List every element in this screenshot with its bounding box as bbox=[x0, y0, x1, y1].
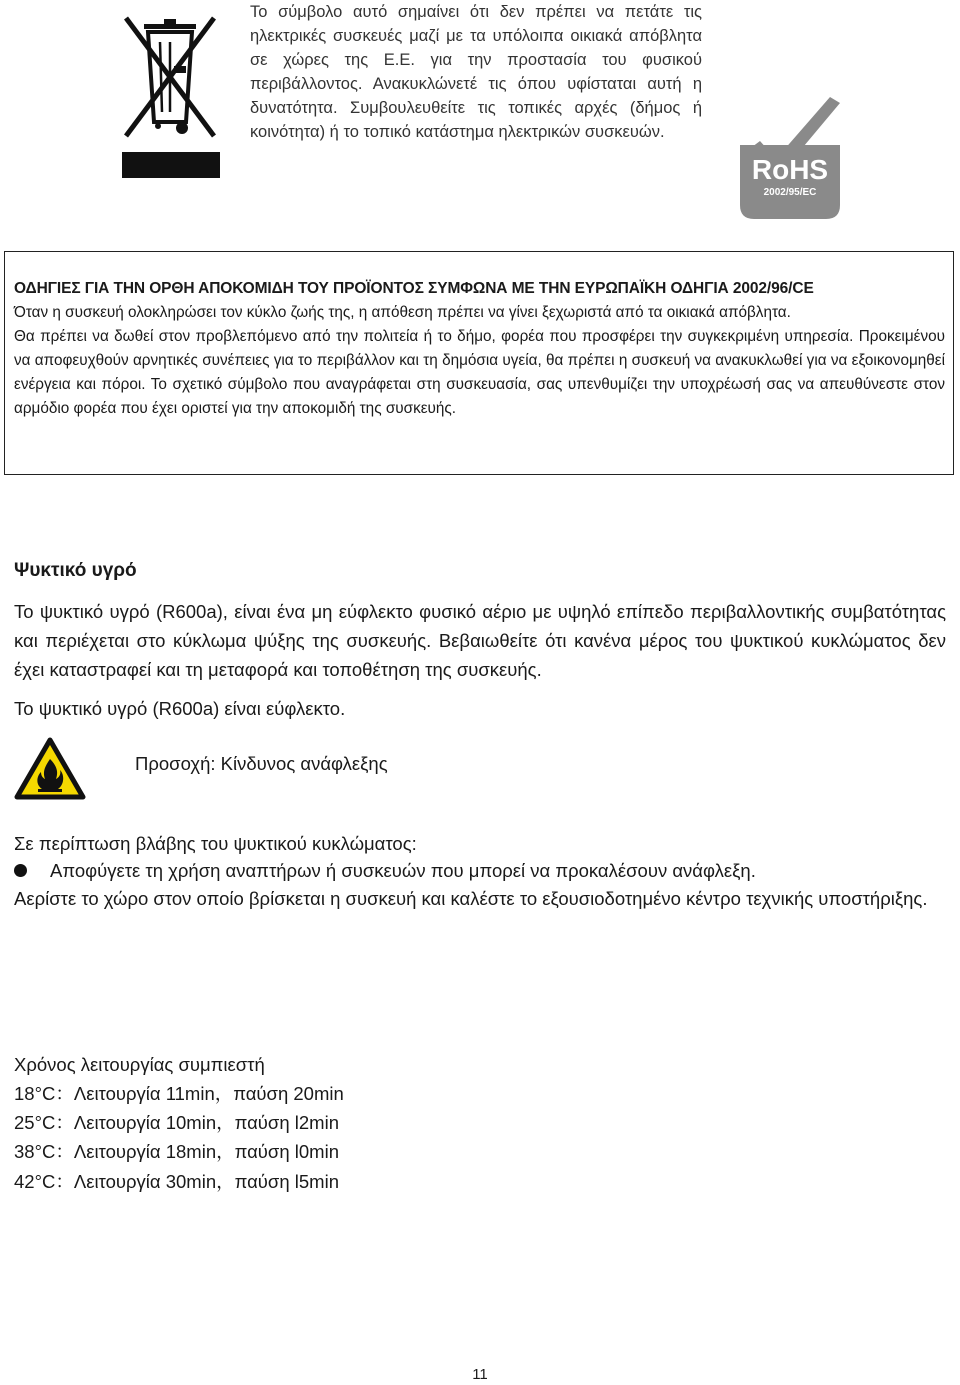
compressor-row: 42°C：Λειτουργία 30min，παύση l5min bbox=[14, 1171, 339, 1192]
disposal-box-title: ΟΔΗΓΙΕΣ ΓΙΑ ΤΗΝ ΟΡΘΗ ΑΠΟΚΟΜΙΔΗ ΤΟΥ ΠΡΟΪΟΝΤΟΣ ΣΥΜΦΩΝΑ ΜΕ ΤΗΝ ΕΥΡΩΠΑΪΚΗ ΟΔΗΓΙΑ 2002/96/CE bbox=[14, 280, 814, 297]
bullet-icon bbox=[14, 864, 27, 877]
compressor-row: 18°C：Λειτουργία 11min，παύση 20min bbox=[14, 1083, 344, 1104]
disposal-box-paragraph-1: Όταν η συσκευή ολοκληρώσει τον κύκλο ζωής της, η απόθεση πρέπει να γίνει ξεχωριστά από τα οικιακά απόβλητα. bbox=[14, 304, 791, 321]
weee-notice bbox=[250, 0, 702, 144]
refrigerant-section-title: Ψυκτικό υγρό bbox=[14, 560, 137, 581]
rohs-logo-icon bbox=[736, 95, 844, 223]
page-number: 11 bbox=[472, 1366, 488, 1383]
compressor-heading: Χρόνος λειτουργίας συμπιεστή bbox=[14, 1054, 265, 1075]
bullet-item: Αποφύγετε τη χρήση αναπτήρων ή συσκευών που μπορεί να προκαλέσουν ανάφλεξη. bbox=[50, 860, 756, 881]
refrigerant-paragraph-2: Το ψυκτικό υγρό (R600a) είναι εύφλεκτο. bbox=[14, 698, 346, 719]
weee-bin-icon bbox=[118, 10, 222, 180]
ventilation-instruction: Αερίστε το χώρο στον οποίο βρίσκεται η συσκευή και καλέστε το εξουσιοδοτημένο κέντρο τεχνικής υποστήριξης. bbox=[14, 888, 928, 909]
disposal-box-paragraph-2: Θα πρέπει να δωθεί στον προβλεπόμενο από την πολιτεία ή το δήμο, φορέα που προσφέρει την συγκεκριμένη υπηρεσία. Προκειμένου να αποφευχθούν αρνητικές συνέπειες για το περιβάλλον και τη δημόσια υγεία, θα πρέπει η συσκευή να ανακυκλωθεί για να εξοικονομηθεί ενέργεια και πόροι. Το σχετικό σύμβολο που αναγράφεται στη συσκευασία, σας υπενθυμίζει την υποχρέωσή σας να απευθύνεστε στον αρμόδιο φορέα που έχει οριστεί για την αποκομιδή της συσκευής. bbox=[14, 328, 945, 417]
compressor-row: 25°C：Λειτουργία 10min，παύση l2min bbox=[14, 1112, 339, 1133]
rohs-logo-text: RoHS bbox=[751, 154, 829, 185]
disposal-instructions-box bbox=[4, 251, 954, 475]
weee-notice-text: Το σύμβολο αυτό σημαίνει ότι δεν πρέπει να πετάτε τις ηλεκτρικές συσκευές μαζί με τα υπόλοιπα οικιακά απόβλητα σε χώρες της Ε.Ε. για την προστασία του φυσικού περιβάλλοντος. Ανακυκλώνετέ τις όπου υφίσταται αυτή η δυνατότητα. Συμβουλευθείτε τις τοπικές αρχές (δήμος ή κοινότητα) ή το τοπικό κατάστημα ηλεκτρικών συσκευών. bbox=[250, 3, 702, 141]
compressor-row: 38°C：Λειτουργία 18min，παύση l0min bbox=[14, 1141, 339, 1162]
flammable-warning-icon bbox=[14, 737, 86, 801]
circuit-damage-heading: Σε περίπτωση βλάβης του ψυκτικού κυκλώματος: bbox=[14, 833, 417, 854]
refrigerant-paragraph-1: Το ψυκτικό υγρό (R600a), είναι ένα μη εύφλεκτο φυσικό αέριο με υψηλό επίπεδο περιβαλλοντικής συμβατότητας και περιέχεται στο κύκλωμα ψύξης της συσκευής. Βεβαιωθείτε ότι κανένα μέρος του ψυκτικού κυκλώματος δεν έχει καταστραφεί και τη μεταφορά και τοποθέτηση της συσκευής. bbox=[14, 601, 946, 680]
rohs-logo-subtext: 2002/95/EC bbox=[763, 187, 817, 198]
fire-hazard-warning: Προσοχή: Κίνδυνος ανάφλεξης bbox=[135, 753, 388, 774]
